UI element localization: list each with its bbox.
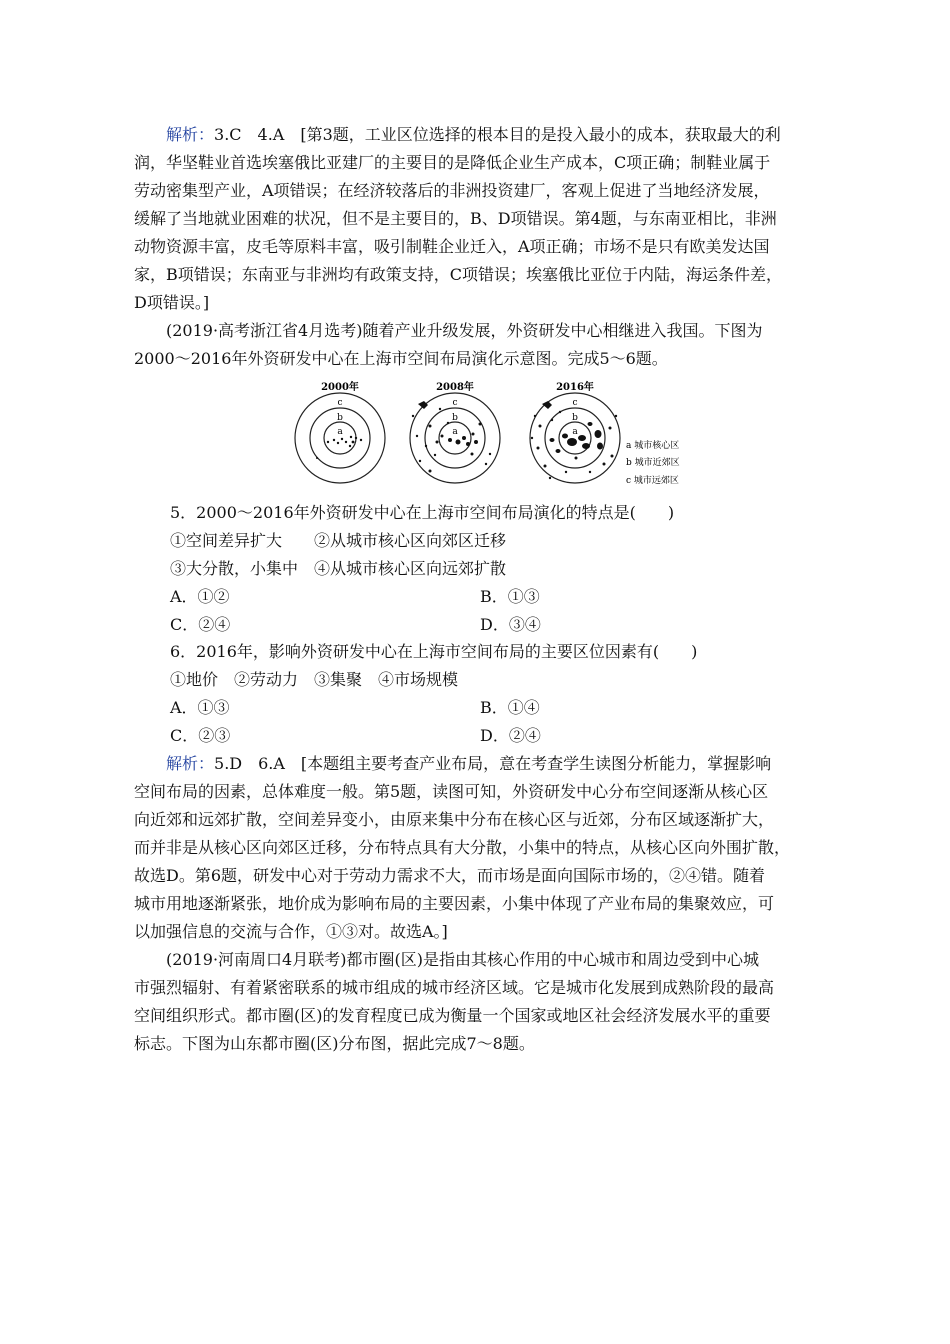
- ring-label-a: a: [337, 427, 343, 437]
- ring-label-a: a: [452, 427, 458, 437]
- question-6: [170, 638, 790, 750]
- option-b: B．①③: [480, 587, 540, 606]
- option-b: B．①④: [480, 698, 540, 717]
- legend-item: b 城市近郊区: [626, 458, 680, 468]
- legend-item: c 城市远郊区: [626, 476, 679, 486]
- option-d: D．③④: [480, 615, 541, 634]
- analysis-line: 3.C 4.A [第3题，工业区位选择的根本目的是投入最小的成本，获取最大的利: [214, 125, 781, 144]
- analysis-line: 5.D 6.A [本题组主要考查产业布局，意在考查学生读图分析能力，掌握影响: [214, 754, 772, 773]
- ring-label-b: b: [572, 413, 578, 423]
- question-item: ①地价 ②劳动力 ③集聚 ④市场规模: [170, 670, 459, 689]
- intro-line: 2000～2016年外资研发中心在上海市空间布局演化示意图。完成5～6题。: [134, 349, 668, 368]
- option-a: A．①②: [170, 587, 230, 606]
- intro-line: 空间组织形式。都市圈(区)的发育程度已成为衡量一个国家或地区社会经济发展水平的重要: [134, 1006, 771, 1025]
- analysis-label: 解析：: [166, 754, 215, 773]
- ring-label-b: b: [337, 413, 343, 423]
- question-item: ①空间差异扩大 ②从城市核心区向郊区迁移: [170, 531, 507, 550]
- question-intro-5-6: [134, 317, 824, 373]
- legend-item: a 城市核心区: [626, 441, 680, 451]
- year-label: 2000年: [321, 382, 359, 393]
- analysis-line: D项错误。]: [134, 293, 210, 312]
- ring-label-c: c: [452, 398, 458, 408]
- intro-line: 市强烈辐射、有着紧密联系的城市组成的城市经济区域。它是城市化发展到成熟阶段的最高: [134, 978, 775, 997]
- analysis-line: 以加强信息的交流与合作，①③对。故选A。]: [134, 922, 448, 941]
- option-d: D．②④: [480, 726, 541, 745]
- analysis-line: 向近郊和远郊扩散，空间差异变小，由原来集中分布在核心区与近郊，分布区域逐渐扩大，: [134, 810, 775, 829]
- analysis-line: 劳动密集型产业，A项错误；在经济较落后的非洲投资建厂，客观上促进了当地经济发展，: [134, 181, 770, 200]
- option-c: C．②④: [170, 615, 231, 634]
- intro-line: (2019·高考浙江省4月选考)随着产业升级发展，外资研发中心相继进入我国。下图为: [166, 321, 763, 340]
- intro-line: 标志。下图为山东都市圈(区)分布图，据此完成7～8题。: [134, 1034, 535, 1053]
- shanghai-rd-center-diagram: [290, 376, 710, 494]
- analysis-line: 而并非是从核心区向郊区迁移，分布特点具有大分散，小集中的特点，从核心区向外围扩散，: [134, 838, 791, 857]
- analysis-line: 家，B项错误；东南亚与非洲均有政策支持，C项错误；埃塞俄比亚位于内陆，海运条件差，: [134, 265, 783, 284]
- question-stem: 6．2016年，影响外资研发中心在上海市空间布局的主要区位因素有( ): [170, 642, 698, 661]
- analysis-line: 缓解了当地就业困难的状况，但不是主要目的，B、D项错误。第4题，与东南亚相比，非洲: [134, 209, 777, 228]
- analysis-line: 动物资源丰富，皮毛等原料丰富，吸引制鞋企业迁入，A项正确；市场不是只有欧美发达国: [134, 237, 770, 256]
- question-item: ③大分散，小集中 ④从城市核心区向远郊扩散: [170, 559, 507, 578]
- diagram-2016: [530, 380, 620, 483]
- year-label: 2016年: [556, 382, 594, 393]
- analysis-line: 城市用地逐渐紧张，地价成为影响布局的主要因素，小集中体现了产业布局的集聚效应，可: [134, 894, 775, 913]
- diagram-legend: [626, 439, 680, 486]
- option-a: A．①③: [170, 698, 230, 717]
- diagram-2000: [295, 380, 385, 483]
- analysis-3-4: [134, 121, 824, 317]
- question-intro-7-8: [134, 946, 824, 1058]
- year-label: 2008年: [436, 382, 474, 393]
- analysis-label: 解析：: [166, 125, 215, 144]
- diagram-2008: [410, 380, 500, 483]
- option-c: C．②③: [170, 726, 231, 745]
- question-5: [170, 499, 790, 639]
- analysis-5-6: [134, 750, 824, 946]
- ring-label-b: b: [452, 413, 458, 423]
- ring-label-c: c: [572, 398, 578, 408]
- intro-line: (2019·河南周口4月联考)都市圈(区)是指由其核心作用的中心城市和周边受到中心城: [166, 950, 759, 969]
- ring-label-c: c: [337, 398, 343, 408]
- ring-label-a: a: [572, 427, 578, 437]
- analysis-line: 故选D。第6题，研发中心对于劳动力需求不大，而市场是面向国际市场的，②④错。随着: [134, 866, 766, 885]
- analysis-line: 润，华坚鞋业首选埃塞俄比亚建厂的主要目的是降低企业生产成本，C项正确；制鞋业属于: [134, 153, 771, 172]
- analysis-line: 空间布局的因素，总体难度一般。第5题，读图可知，外资研发中心分布空间逐渐从核心区: [134, 782, 769, 801]
- question-stem: 5．2000～2016年外资研发中心在上海市空间布局演化的特点是( ): [170, 503, 675, 522]
